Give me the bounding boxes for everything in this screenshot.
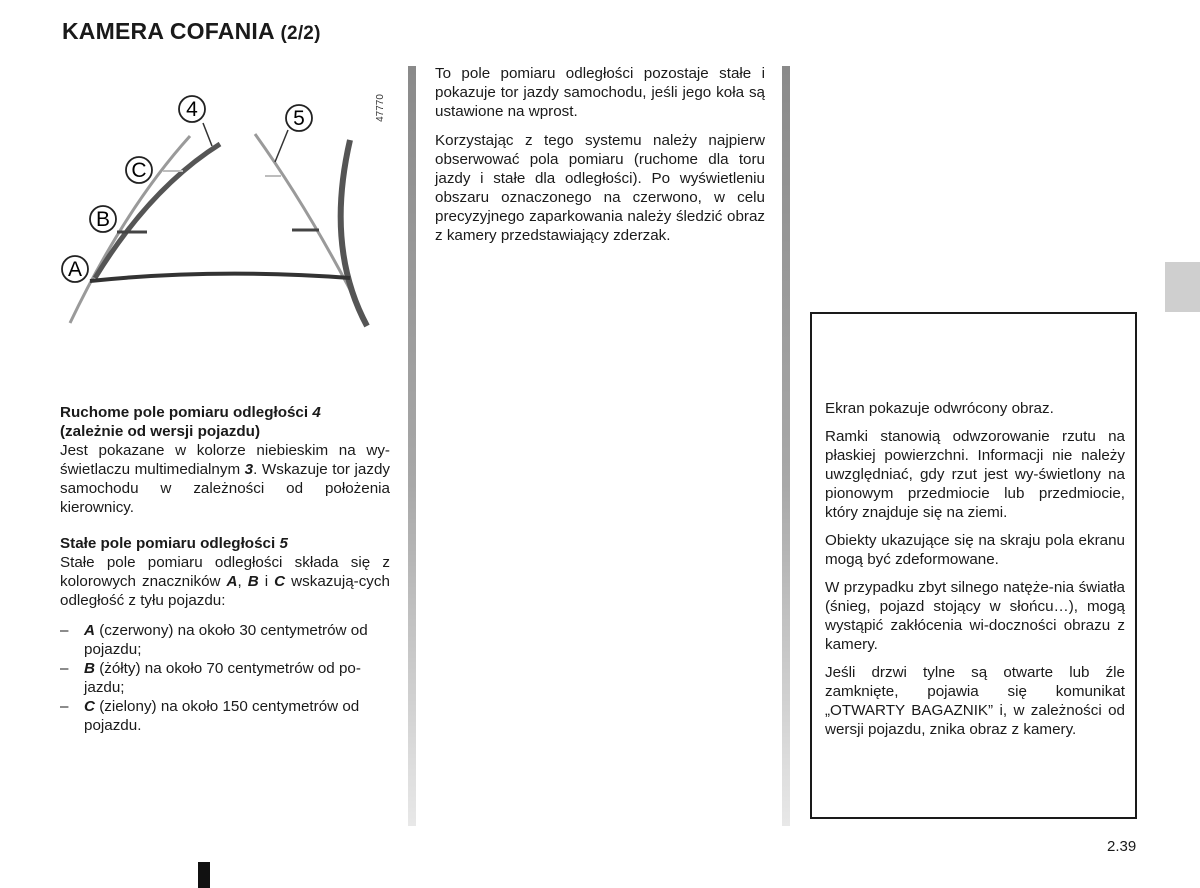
middle-paragraph: Korzystając z tego systemu należy najpierw obserwować pola pomiaru (ruchome dla toru jazdy i stałe dla odległości). Po wyświetleniu obszaru oznaczonego na czerwono, w celu precyzyjnego zaparkowania należy śledzić obraz z kamery przedstawiający zderzak. <box>435 132 765 244</box>
print-mark <box>198 862 210 888</box>
section2-marker-c: C <box>274 573 286 590</box>
distance-list <box>60 621 390 735</box>
list-item <box>60 659 390 697</box>
callout-a-label: A <box>67 258 83 281</box>
section1-body-b: . Wskazuje tor jazdy samochodu w zależności od położenia kierownicy. <box>60 461 390 516</box>
callout-4 <box>179 96 205 122</box>
list-item <box>60 697 390 735</box>
section1-body-a: Jest pokazane w kolorze niebieskim na wy-świetlaczu multimedialnym <box>60 442 390 478</box>
section1-body-num: 3 <box>244 461 254 478</box>
section2-sep2: i <box>264 573 269 590</box>
callout-b-label: B <box>95 208 111 231</box>
section1-heading: Ruchome pole pomiaru odległości <box>60 404 309 421</box>
right-moving-line <box>341 140 367 326</box>
list-marker: C <box>84 698 95 715</box>
note-paragraph: W przypadku zbyt silnego natęże-nia światła (śnieg, pojazd stojący w słońcu…), mogą wystąpić zakłócenia wi-doczności obrazu z kamery. <box>825 579 1125 653</box>
chapter-tab <box>1165 262 1200 312</box>
leader-4 <box>203 123 212 146</box>
note-paragraph: Ramki stanowią odwzorowanie rzutu na płaskiej powierzchni. Informacji nie należy uwzględniać, gdy rzut jest wy-świetlony na pionowym przedmiocie lub przedmiocie, który znajduje się na ziemi. <box>825 428 1125 521</box>
callout-c-label: C <box>131 159 147 182</box>
callout-b <box>90 206 116 232</box>
page-number: 2.39 <box>1107 838 1137 855</box>
note-paragraph: Ekran pokazuje odwrócony obraz. <box>825 400 1054 417</box>
column-divider-right <box>782 66 790 826</box>
callout-5 <box>286 105 312 131</box>
section2-body-a: Stałe pole pomiaru odległości składa się z kolorowych znaczników <box>60 554 390 590</box>
list-dash: – <box>60 698 69 715</box>
list-text: (żółty) na około 70 centymetrów od po-jazdu; <box>84 660 361 696</box>
page-title <box>62 18 321 45</box>
figure-ref-code: 47770 <box>375 94 386 122</box>
section2-heading-num: 5 <box>279 535 288 552</box>
column-divider-left <box>408 66 416 826</box>
guidelines-diagram <box>55 68 395 338</box>
section2-heading: Stałe pole pomiaru odległości <box>60 535 276 552</box>
callout-c <box>126 157 152 183</box>
section2-marker-b: B <box>247 573 259 590</box>
title-subtitle: (2/2) <box>280 23 321 44</box>
list-marker: B <box>84 660 95 677</box>
list-text: (zielony) na około 150 centymetrów od pojazdu. <box>84 698 360 734</box>
section1-heading2: (zależnie od wersji pojazdu) <box>60 423 260 440</box>
section2 <box>60 534 390 610</box>
section1 <box>60 403 390 517</box>
callout-4-label: 4 <box>186 98 198 121</box>
list-text: (czerwony) na około 30 centymetrów od pojazdu; <box>84 622 368 658</box>
section1-heading-num: 4 <box>312 404 321 421</box>
callout-5-label: 5 <box>293 107 305 130</box>
middle-column <box>435 64 765 255</box>
note-paragraph: Obiekty ukazujące się na skraju pola ekranu mogą być zdeformowane. <box>825 532 1125 568</box>
title-text: KAMERA COFANIA <box>62 18 274 44</box>
camera-guidelines-figure <box>55 68 395 338</box>
note-box <box>810 312 1137 819</box>
section2-sep1: , <box>237 573 242 590</box>
list-dash: – <box>60 622 69 639</box>
callout-a <box>62 256 88 282</box>
section2-body-b: wskazują-cych odległość z tyłu pojazdu: <box>60 573 390 609</box>
section2-marker-a: A <box>226 573 238 590</box>
leader-5 <box>275 130 288 162</box>
list-marker: A <box>84 622 95 639</box>
note-content <box>825 399 1125 748</box>
note-paragraph: Jeśli drzwi tylne są otwarte lub źle zamknięte, pojawia się komunikat „OTWARTY BAGAZNIK” i, w zależności od wersji pojazdu, znika obraz z kamery. <box>825 664 1125 738</box>
marker-a-line <box>90 274 350 281</box>
left-column <box>60 403 390 735</box>
middle-paragraph: To pole pomiaru odległości pozostaje stałe i pokazuje tor jazdy samochodu, jeśli jego koła są ustawione na wprost. <box>435 65 765 120</box>
list-dash: – <box>60 660 69 677</box>
list-item <box>60 621 390 659</box>
